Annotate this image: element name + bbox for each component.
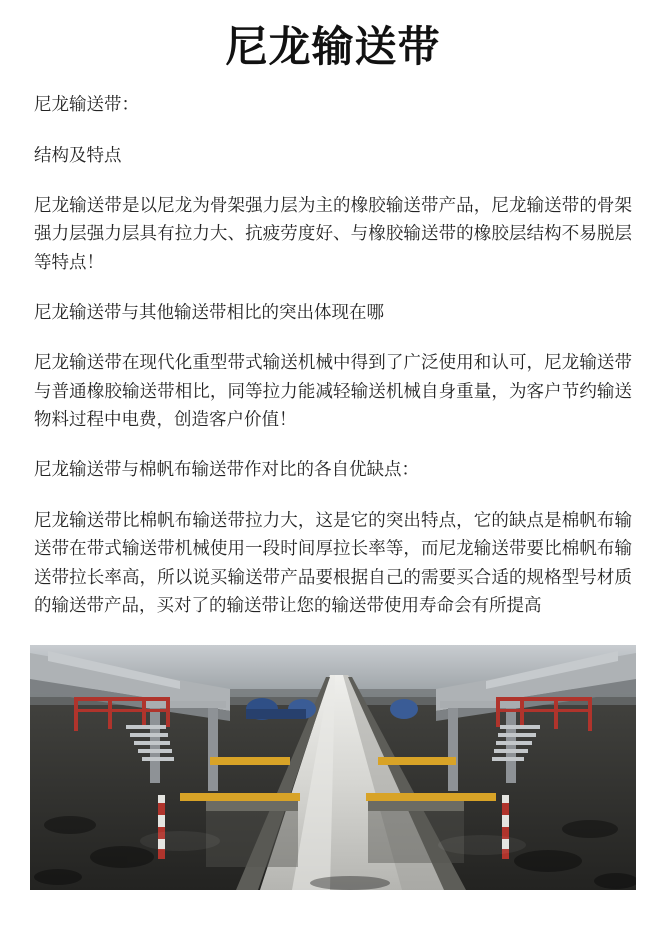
conveyor-belt-photo bbox=[30, 645, 636, 890]
paragraph-7: 尼龙输送带比棉帆布输送带拉力大，这是它的突出特点，它的缺点是棉帆布输送带在带式输送带机械使用一段时间厚拉长率等，而尼龙输送带要比棉帆布输送带拉长率高，所以说买输送带产品要根据自己的需要买合适的规格型号材质的输送带产品，买对了的输送带让您的输送带使用寿命会有所提高 bbox=[34, 509, 632, 615]
page-title: 尼龙输送带 bbox=[225, 23, 441, 70]
document-page bbox=[0, 22, 666, 952]
article-body bbox=[0, 90, 666, 619]
paragraph-6: 尼龙输送带与棉帆布输送带作对比的各自优缺点： bbox=[34, 459, 419, 480]
paragraph-1: 尼龙输送带： bbox=[34, 94, 139, 115]
paragraph-2: 结构及特点 bbox=[34, 144, 122, 165]
paragraph-3: 尼龙输送带是以尼龙为骨架强力层为主的橡胶输送带产品，尼龙输送带的骨架强力层强力层具有拉力大、抗疲劳度好、与橡胶输送带的橡胶层结构不易脱层等特点！ bbox=[34, 195, 632, 272]
paragraph-5: 尼龙输送带在现代化重型带式输送机械中得到了广泛使用和认可，尼龙输送带与普通橡胶输送带相比，同等拉力能减轻输送机械自身重量，为客户节约输送物料过程中电费，创造客户价值！ bbox=[34, 352, 632, 430]
paragraph-4: 尼龙输送带与其他输送带相比的突出体现在哪 bbox=[34, 302, 384, 323]
